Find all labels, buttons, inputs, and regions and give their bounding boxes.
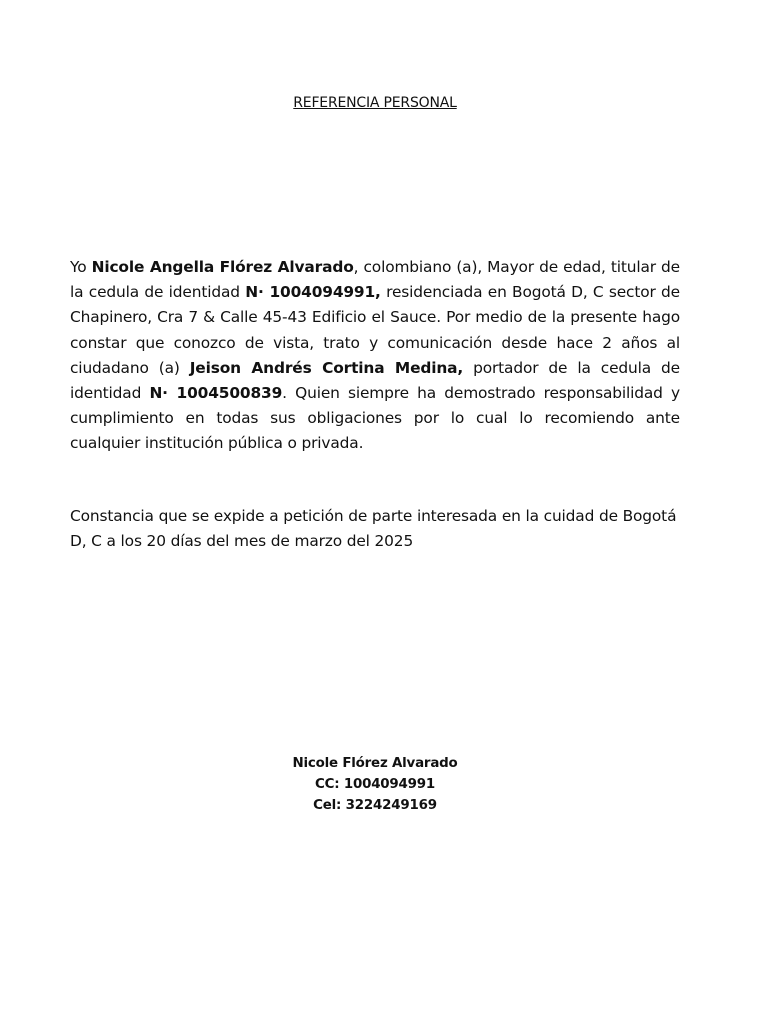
recommended-person-name: Jeison Andrés Cortina Medina,	[189, 358, 464, 377]
signature-cc: CC: 1004094991	[314, 777, 436, 792]
referee-id-number: N· 1004094991,	[245, 283, 381, 302]
text-segment: portador de la cedula de identidad	[70, 358, 680, 403]
recommended-person-id-number: N· 1004500839	[149, 384, 283, 403]
referee-name: Nicole Angella Flórez Alvarado	[91, 258, 354, 276]
text-segment: . Quien siempre ha demostrado responsabilidad y cumplimiento en todas sus obligaciones por lo cual lo recomiendo ante cualquier institución pública o privada.	[70, 384, 680, 453]
signature-phone: Cel: 3224249169	[313, 798, 437, 813]
closing-paragraph: Constancia que se expide a petición de parte interesada en la cuidad de Bogotá D, C a los 20 días del mes de marzo del 2025	[70, 507, 677, 551]
signature-block	[0, 753, 750, 816]
document-title: REFERENCIA PERSONAL	[293, 95, 457, 111]
reference-paragraph	[70, 255, 680, 457]
text-segment: Yo	[70, 258, 92, 276]
text-segment: , colombiano (a), Mayor de edad, titular de la cedula de identidad	[70, 258, 680, 302]
signature-name: Nicole Flórez Alvarado	[292, 756, 458, 771]
text-segment: residenciada en Bogotá D, C sector de Chapinero, Cra 7 & Calle 45-43 Edificio el Sauce. Por medio de la presente hago constar que conozco de vista, trato y comunicación desde hace 2 años al ciudadano (a)	[70, 283, 680, 377]
